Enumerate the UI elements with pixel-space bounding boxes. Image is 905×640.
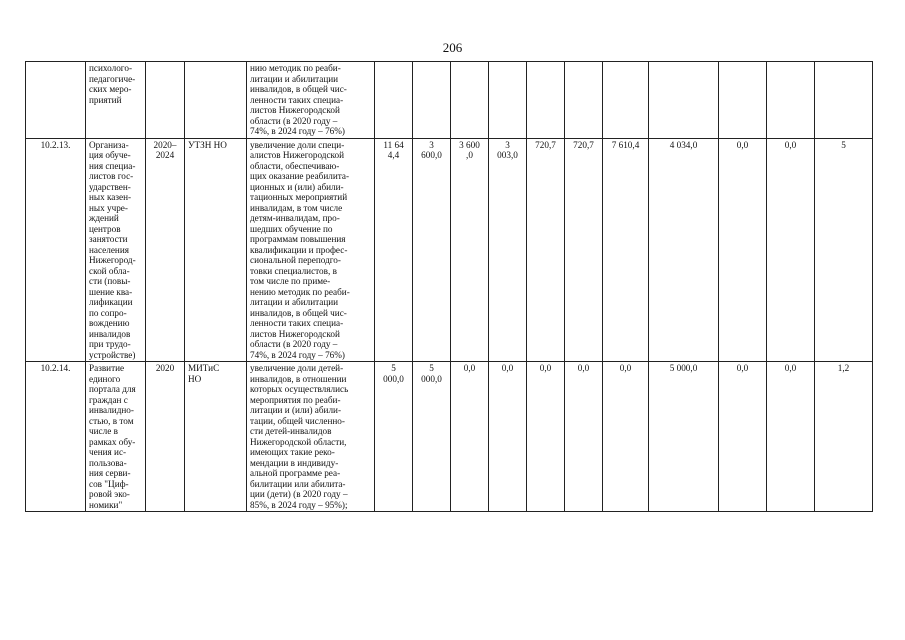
value-d-cell bbox=[527, 62, 565, 139]
table-row bbox=[26, 62, 873, 139]
measure-code-cell: 10.2.13. bbox=[26, 138, 86, 362]
executor-cell: МИТиС НО bbox=[185, 362, 247, 512]
value-i-cell bbox=[767, 62, 815, 139]
value-g-cell: 5 000,0 bbox=[649, 362, 719, 512]
target-value-cell bbox=[815, 62, 873, 139]
page-number: 206 bbox=[442, 40, 463, 55]
value-a-cell: 5 000,0 bbox=[413, 362, 451, 512]
value-b-cell: 0,0 bbox=[451, 362, 489, 512]
executor-cell bbox=[185, 62, 247, 139]
indicator-cell: увеличение доли специ- алистов Нижегородской области, обеспечиваю- щих оказание реабилита- ционных и (или) абили- тационных мероприятий инвалидам, в том числе детям-инвалидам, про- шедших обучение по программам повышения квалификации и профес- сиональной переподго- товки специалистов, в том числе по приме- нению методик по реаби- литации и абилитации инвалидов, в общей чис- ленности таких специа- листов Нижегородской области (в 2020 году – 74%, в 2024 году – 76%) bbox=[247, 138, 375, 362]
value-h-cell: 0,0 bbox=[719, 362, 767, 512]
measure-name-cell: Организа- ция обуче- ния специа- листов гос- ударствен- ных казен- ных учре- ждений центров занятости населения Нижегород- ской обла- сти (повы- шение ква- лификации по сопро- вождению инвалидов при трудо- устройстве) bbox=[86, 138, 146, 362]
value-i-cell: 0,0 bbox=[767, 138, 815, 362]
table-row bbox=[26, 138, 873, 362]
executor-cell: УТЗН НО bbox=[185, 138, 247, 362]
table-row bbox=[26, 362, 873, 512]
value-i-cell: 0,0 bbox=[767, 362, 815, 512]
indicator-cell: увеличение доли детей- инвалидов, в отношении которых осуществлялись мероприятия по реаби- литации и (или) абили- тации, общей численно- сти детей-инвалидов Нижегородской области, имеющих такие реко- мендации в индивиду- альной программе реа- билитации или абилита- ции (дети) (в 2020 году – 85%, в 2024 году – 95%); bbox=[247, 362, 375, 512]
total-value-cell bbox=[375, 62, 413, 139]
value-f-cell bbox=[603, 62, 649, 139]
measure-name-cell: психолого- педагогиче- ских меро- приятий bbox=[86, 62, 146, 139]
value-b-cell bbox=[451, 62, 489, 139]
value-f-cell: 7 610,4 bbox=[603, 138, 649, 362]
measure-code-cell bbox=[26, 62, 86, 139]
period-cell bbox=[146, 62, 185, 139]
value-e-cell: 720,7 bbox=[565, 138, 603, 362]
value-e-cell: 0,0 bbox=[565, 362, 603, 512]
total-value-cell: 11 64 4,4 bbox=[375, 138, 413, 362]
value-g-cell bbox=[649, 62, 719, 139]
value-a-cell: 3 600,0 bbox=[413, 138, 451, 362]
period-cell: 2020– 2024 bbox=[146, 138, 185, 362]
value-b-cell: 3 600 ,0 bbox=[451, 138, 489, 362]
value-c-cell bbox=[489, 62, 527, 139]
value-c-cell: 0,0 bbox=[489, 362, 527, 512]
target-value-cell: 1,2 bbox=[815, 362, 873, 512]
value-a-cell bbox=[413, 62, 451, 139]
target-value-cell: 5 bbox=[815, 138, 873, 362]
value-d-cell: 0,0 bbox=[527, 362, 565, 512]
value-c-cell: 3 003,0 bbox=[489, 138, 527, 362]
period-cell: 2020 bbox=[146, 362, 185, 512]
program-table bbox=[25, 61, 873, 512]
value-h-cell bbox=[719, 62, 767, 139]
value-d-cell: 720,7 bbox=[527, 138, 565, 362]
value-h-cell: 0,0 bbox=[719, 138, 767, 362]
measure-code-cell: 10.2.14. bbox=[26, 362, 86, 512]
total-value-cell: 5 000,0 bbox=[375, 362, 413, 512]
measure-name-cell: Развитие единого портала для граждан с инвалидно- стью, в том числе в рамках обу- чения ис- пользова- ния серви- сов "Циф- ровой эко- номики" bbox=[86, 362, 146, 512]
value-g-cell: 4 034,0 bbox=[649, 138, 719, 362]
value-e-cell bbox=[565, 62, 603, 139]
indicator-cell: нию методик по реаби- литации и абилитации инвалидов, в общей чис- ленности таких специа- листов Нижегородской области (в 2020 году – 74%, в 2024 году – 76%) bbox=[247, 62, 375, 139]
value-f-cell: 0,0 bbox=[603, 362, 649, 512]
